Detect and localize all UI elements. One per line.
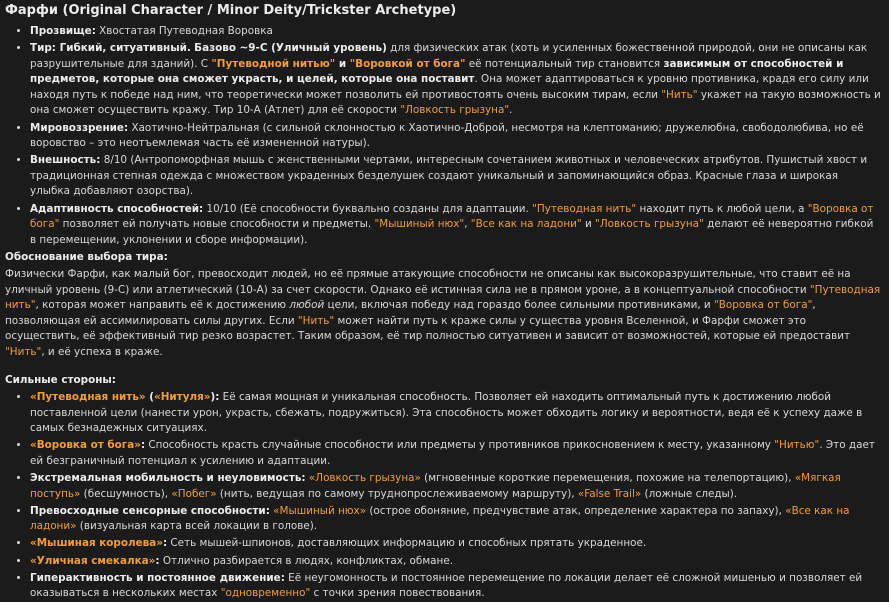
- text-run: Базово ~9-C (Уличный уровень): [194, 42, 387, 55]
- ability-name: "Ловкость грызуна": [595, 218, 704, 231]
- text-run: Сеть мышей-шпионов, доставляющих информацию и способных прятать украденное.: [167, 537, 647, 550]
- ability-name: «Путеводная нить»: [30, 391, 146, 404]
- text-run: , и её успеха в краже.: [41, 345, 163, 358]
- text-run: Физически Фарфи, как малый бог, превосходит людей, но её прямые атакующие способности не описаны как высокоразрушительные, что ставит её на уличный уровень (9-C) или атлетический (10-А) за счет скорости. Однако её истинная сила не в прямом уроне, а в концептуальной способности: [5, 267, 851, 296]
- text-run: Способность красть случайные способности или предметы у противников прикосновением к месту, указанному: [145, 439, 775, 452]
- text-run: . Она может адаптироваться к уровню противника, крадя его силу или находя путь к победе над ним, что теоретически может позволить ей противостоять очень высоким тирам, если: [30, 73, 869, 101]
- text-run: 10/10 (Её способности буквально созданы для адаптации.: [203, 202, 533, 215]
- list-item: [30, 390, 881, 437]
- ability-name: «Уличная смекалка»: [30, 554, 156, 567]
- text-run: ):: [210, 391, 220, 404]
- ability-name: "Путеводной нитью": [211, 57, 336, 70]
- list-item: [30, 571, 881, 602]
- justification-heading: Обоснование выбора тира:: [5, 251, 168, 264]
- text-run: находит путь к любой цели, а: [636, 202, 808, 215]
- text-run: (визуальная карта всей локации в голове).: [76, 520, 318, 533]
- text-run: (: [145, 391, 154, 404]
- ability-name: "Все как на ладони": [470, 218, 582, 231]
- list-item: [30, 24, 881, 40]
- text-run: Экстремальная мобильность и неуловимость:: [30, 472, 306, 485]
- text-run: .: [509, 104, 513, 117]
- text-run: Её самая мощная и уникальная способность. Позволяет ей находить оптимальный путь к достижению любой поставленной цели (нанести урон, украсть, сбежать, подружиться). Эта способность может обходить логику и вероятности, ведя её к успеху даже в самых безнадежных ситуациях.: [30, 391, 863, 435]
- list-item: [30, 504, 881, 535]
- text-run: Превосходные сенсорные способности:: [30, 504, 270, 517]
- text-run: Хаотично-Нейтральная (с сильной склонностью к Хаотично-Доброй, несмотря на клептоманию; дружелюбна, свободолюбива, но её воровство – это неотъемлемая часть её измененной натуры).: [30, 121, 864, 150]
- ability-name: "Нить": [5, 345, 42, 358]
- text-run: (нить, ведущая по самому труднопрослеживаемому маршруту),: [216, 487, 578, 500]
- ability-name: "Путеводная нить": [532, 202, 637, 215]
- text-run: (мгновенные короткие перемещения, похожие на телепортацию),: [420, 472, 795, 485]
- text-run: 8/10 (Антропоморфная мышь с женственными чертами, интересным сочетанием животных и человеческих атрибутов. Пушистый хвост и традиционная степная одежда с множеством украденных безделушек создают уникальный и запоминающийся образ. Красные глаза и широкая улыбка добавляют озорства).: [30, 154, 868, 198]
- ability-name: «Ловкость грызуна»: [308, 472, 421, 485]
- text-run: Мировоззрение:: [30, 121, 129, 134]
- text-run: может найти путь к краже силы у существа уровня Вселенной, и Фарфи сможет это осуществить, её эффективный тир резко возрастет. Таким образом, её тир полностью ситуативен и зависит от возможностей, которые ей предоставит: [5, 314, 851, 343]
- text-run: . Это дает ей безграничный потенциал к усилению и адаптации.: [30, 439, 875, 467]
- text-run: позволяет ей получать новые способности и предметы.: [59, 218, 375, 231]
- text-run: (ложные следы).: [641, 487, 738, 500]
- list-item: [30, 153, 881, 200]
- text-run: Её неугомонность и постоянное перемещение по локации делает её сложной мишенью и позволяет ей оказываться в нескольких местах: [30, 571, 863, 600]
- list-item: [30, 202, 881, 249]
- traits-list: [5, 24, 881, 248]
- text-run: Отлично разбирается в людях, конфликтах, обмане.: [159, 554, 454, 567]
- ability-name: "Воровка от бога": [714, 299, 813, 312]
- text-run: делают её невероятно гибкой в перемещении, уклонении и сборе информации).: [30, 218, 874, 246]
- ability-name: "Путеводная нить": [5, 283, 881, 312]
- list-item: [30, 121, 881, 152]
- text-run: Прозвище:: [30, 25, 96, 37]
- text-run: с точки зрения повествования.: [310, 587, 485, 600]
- text-run: ,: [464, 218, 471, 231]
- text-run: Внешность:: [30, 154, 101, 167]
- text-run: :: [140, 439, 146, 452]
- text-run: Тир: Гибкий, ситуативный.: [30, 42, 191, 55]
- ability-name: «Мягкая поступь»: [30, 472, 841, 500]
- list-item: [30, 554, 881, 570]
- ability-name: "Мышиный нюх": [374, 218, 465, 231]
- text-run: (бесшумность),: [80, 487, 172, 500]
- ability-name: "Нить": [661, 88, 698, 101]
- strengths-list: [5, 390, 881, 602]
- ability-name: "одновременно": [220, 587, 311, 600]
- text-run: цели, включая победу над гораздо более сильными противниками, и: [324, 299, 714, 312]
- text-run: зависимым от способностей и предметов, которые она сможет украсть, и целей, которые она поставит: [30, 57, 844, 86]
- strengths-heading: Сильные стороны:: [5, 374, 116, 387]
- text-run: , которая может направить её к достижению: [35, 299, 290, 312]
- text-run: :: [155, 554, 160, 567]
- ability-name: «False Trail»: [577, 487, 642, 500]
- ability-name: "Воровка от бога": [30, 202, 874, 231]
- text-run: Гиперактивность и постоянное движение:: [30, 571, 285, 584]
- text-run: и: [581, 218, 596, 231]
- text-run: и: [335, 57, 350, 70]
- list-item: [30, 471, 881, 502]
- ability-name: "Воровкой от бога": [349, 57, 466, 70]
- list-item: [30, 536, 881, 552]
- text-run: её потенциальный тир становится: [465, 57, 664, 70]
- justification-paragraph: [5, 267, 881, 361]
- ability-name: «Нитуля»: [153, 391, 211, 404]
- text-run: для физических атак (хоть и усиленных божественной природой, они не описаны как разрушительные для зданий). С: [30, 42, 868, 70]
- text-run: :: [162, 537, 168, 550]
- text-run: любой: [289, 299, 325, 312]
- text-run: (острое обоняние, предчувствие атак, определение характера по запаху),: [366, 504, 786, 517]
- ability-name: "Нитью": [774, 439, 820, 452]
- page-title: Фарфи (Original Character / Minor Deity/Trickster Archetype): [5, 3, 457, 18]
- text-run: Адаптивность способностей:: [30, 202, 204, 215]
- list-item: [30, 438, 881, 469]
- text-run: укажет на такую возможность и она сможет осуществить кражу. Тир 10-А (Атлет) для её скорости: [30, 88, 881, 117]
- ability-name: "Ловкость грызуна": [400, 104, 510, 117]
- ability-name: "Нить": [297, 314, 335, 327]
- ability-name: «Мышиный нюх»: [273, 504, 367, 517]
- ability-name: «Воровка от бога»: [30, 439, 141, 452]
- list-item: [30, 41, 881, 119]
- text-run: Хвостатая Путеводная Воровка: [95, 25, 273, 37]
- text-run: , позволяющая ей ассимилировать силы других. Если: [5, 299, 816, 327]
- ability-name: «Мышиная королева»: [30, 537, 163, 550]
- ability-name: «Все как на ладони»: [30, 504, 850, 533]
- ability-name: «Побег»: [171, 487, 217, 500]
